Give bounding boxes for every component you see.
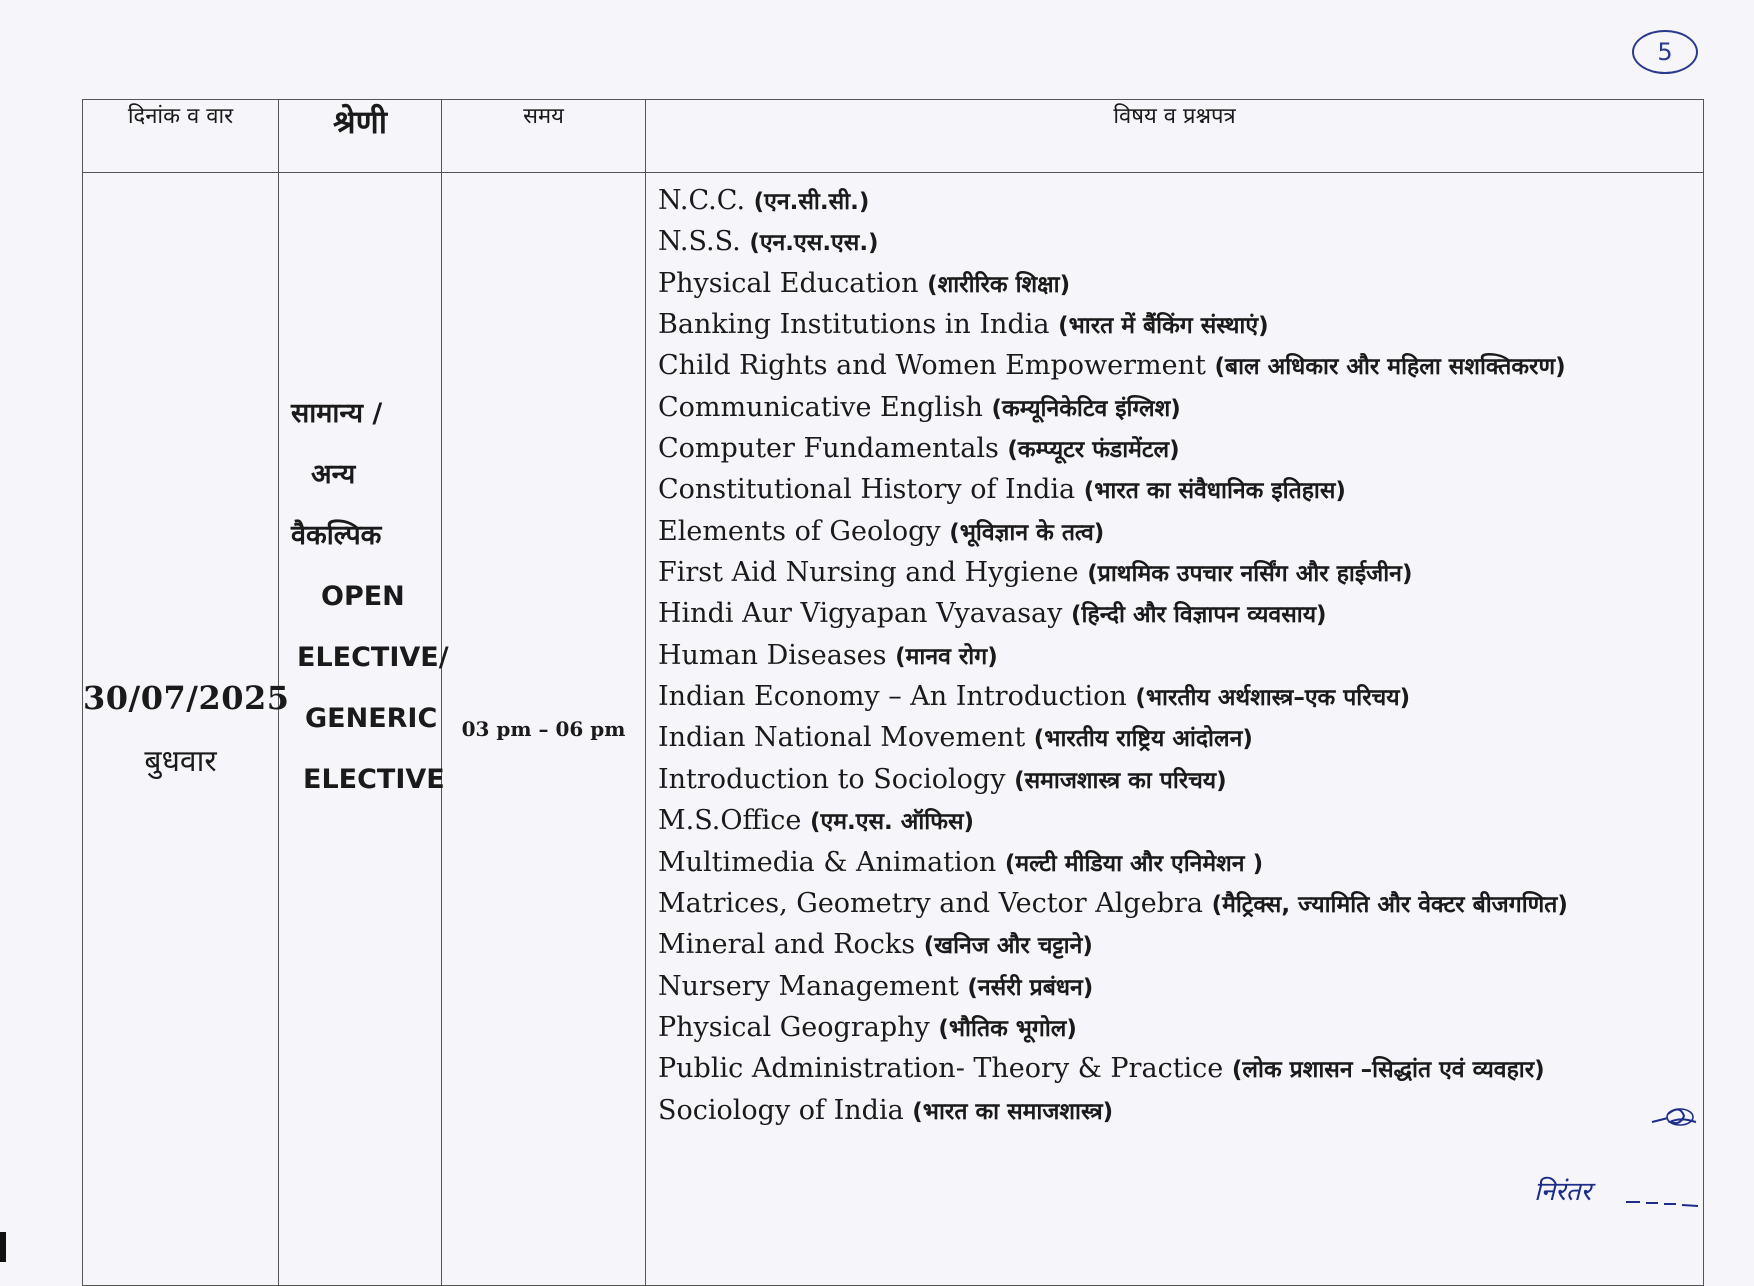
subject-name-en: Sociology of India xyxy=(658,1094,904,1126)
subject-name-en: N.S.S. xyxy=(658,226,741,258)
category-line: सामान्य / xyxy=(291,398,383,429)
table-row xyxy=(83,173,1704,1286)
subject-name-en: First Aid Nursing and Hygiene xyxy=(658,557,1079,589)
header-subject: विषय व प्रश्नपत्र xyxy=(646,100,1704,173)
subject-name-en: Hindi Aur Vigyapan Vyavasay xyxy=(658,598,1063,630)
subject-item xyxy=(658,1008,1703,1049)
subject-name-en: Child Rights and Women Empowerment xyxy=(658,350,1206,382)
subject-item xyxy=(658,925,1703,966)
subject-item xyxy=(658,470,1703,511)
subject-name-en: Constitutional History of India xyxy=(658,474,1076,506)
exam-date: 30/07/2025 xyxy=(83,678,290,717)
scan-edge-mark xyxy=(0,1232,6,1262)
subject-item xyxy=(658,677,1703,718)
subject-name-hi: (बाल अधिकार और महिला सशक्तिकरण) xyxy=(1214,354,1566,381)
subject-name-en: Matrices, Geometry and Vector Algebra xyxy=(658,887,1203,919)
subject-name-hi: (भारतीय राष्ट्रिय आंदोलन) xyxy=(1033,726,1253,753)
exam-time: 03 pm – 06 pm xyxy=(442,173,646,1286)
subject-item xyxy=(658,594,1703,635)
subject-item xyxy=(658,801,1703,842)
subject-name-en: Multimedia & Animation xyxy=(658,846,997,878)
subject-item xyxy=(658,636,1703,677)
subject-name-en: Communicative English xyxy=(658,391,983,423)
category-cell xyxy=(279,173,449,1286)
category-line: GENERIC xyxy=(305,703,438,734)
subject-cell xyxy=(646,173,1704,1286)
category-line: ELECTIVE xyxy=(303,764,445,795)
signature xyxy=(1530,1170,1730,1220)
category-line: अन्य xyxy=(311,459,356,490)
subject-name-hi: (एन.एस.एस.) xyxy=(749,230,879,257)
header-time: समय xyxy=(442,100,646,173)
subject-item xyxy=(658,1049,1703,1090)
page-number-circle xyxy=(1632,30,1698,74)
subject-name-hi: (कम्प्यूटर फंडामेंटल) xyxy=(1007,437,1180,464)
subject-name-hi: (मैट्रिक्स, ज्यामिति और वेक्टर बीजगणित) xyxy=(1211,891,1568,918)
subject-item xyxy=(658,1091,1703,1132)
subject-item xyxy=(658,429,1703,470)
header-category: श्रेणी xyxy=(279,100,442,173)
subject-name-en: Physical Education xyxy=(658,267,919,299)
signature-text: निरंतर xyxy=(1534,1177,1592,1207)
header-row xyxy=(83,100,1704,173)
subject-name-en: Mineral and Rocks xyxy=(658,929,916,961)
subject-name-en: M.S.Office xyxy=(658,805,802,837)
subject-name-en: Introduction to Sociology xyxy=(658,763,1006,795)
subject-name-hi: (नर्सरी प्रबंधन) xyxy=(967,974,1094,1001)
subject-item xyxy=(658,388,1703,429)
subject-item xyxy=(658,843,1703,884)
subject-name-hi: (समाजशास्त्र का परिचय) xyxy=(1014,767,1227,794)
subject-name-hi: (एन.सी.सी.) xyxy=(753,189,870,215)
exam-schedule-table xyxy=(82,99,1704,1286)
subject-name-en: Nursery Management xyxy=(658,970,959,1002)
subject-name-en: Physical Geography xyxy=(658,1011,930,1043)
category-line: वैकल्पिक xyxy=(291,520,382,551)
date-cell xyxy=(83,173,290,1286)
subject-name-hi: (भारतीय अर्थशास्त्र–एक परिचय) xyxy=(1135,685,1411,712)
subject-name-hi: (भारत में बैंकिंग संस्थाएं) xyxy=(1058,313,1269,340)
subject-name-en: N.C.C. xyxy=(658,185,746,216)
category-line: ELECTIVE/ xyxy=(297,642,449,673)
subject-name-hi: (लोक प्रशासन –सिद्धांत एवं व्यवहार) xyxy=(1231,1057,1545,1084)
subject-name-en: Indian Economy – An Introduction xyxy=(658,681,1127,713)
subject-item xyxy=(658,222,1703,263)
subject-name-en: Human Diseases xyxy=(658,639,887,671)
category-line: OPEN xyxy=(321,581,405,612)
page-number: 5 xyxy=(1657,38,1673,66)
subject-item xyxy=(658,553,1703,594)
subject-item xyxy=(658,512,1703,553)
exam-day: बुधवार xyxy=(144,743,217,779)
subject-item xyxy=(658,181,1703,222)
subject-item xyxy=(658,967,1703,1008)
subject-name-en: Banking Institutions in India xyxy=(658,309,1050,341)
subject-name-en: Elements of Geology xyxy=(658,515,941,547)
subject-name-en: Computer Fundamentals xyxy=(658,433,999,465)
subject-name-hi: (हिन्दी और विज्ञापन व्यवसाय) xyxy=(1071,602,1327,629)
subject-name-hi: (भूविज्ञान के तत्व) xyxy=(949,519,1105,546)
subject-name-hi: (भारत का समाजशास्त्र) xyxy=(912,1098,1114,1125)
subject-item xyxy=(658,264,1703,305)
subject-name-hi: (मानव रोग) xyxy=(895,643,998,670)
subject-name-hi: (भौतिक भूगोल) xyxy=(938,1015,1077,1042)
subject-item xyxy=(658,305,1703,346)
subject-list xyxy=(658,181,1703,1132)
subject-item xyxy=(658,346,1703,387)
subject-name-hi: (शारीरिक शिक्षा) xyxy=(927,271,1071,298)
subject-name-hi: (प्राथमिक उपचार नर्सिंग और हाईजीन) xyxy=(1087,561,1413,588)
subject-name-hi: (एम.एस. ऑफिस) xyxy=(810,809,975,836)
subject-item xyxy=(658,718,1703,759)
subject-name-hi: (भारत का संवैधानिक इतिहास) xyxy=(1083,478,1346,505)
subject-name-hi: (मल्टी मीडिया और एनिमेशन ) xyxy=(1004,850,1264,877)
initials-mark xyxy=(1650,1100,1710,1140)
subject-item xyxy=(658,884,1703,925)
header-date-day: दिनांक व वार xyxy=(83,100,279,173)
subject-name-en: Indian National Movement xyxy=(658,722,1026,754)
subject-name-en: Public Administration- Theory & Practice xyxy=(658,1053,1224,1085)
subject-item xyxy=(658,760,1703,801)
subject-name-hi: (खनिज और चट्टाने) xyxy=(923,933,1093,960)
subject-name-hi: (कम्यूनिकेटिव इंग्लिश) xyxy=(991,395,1181,422)
